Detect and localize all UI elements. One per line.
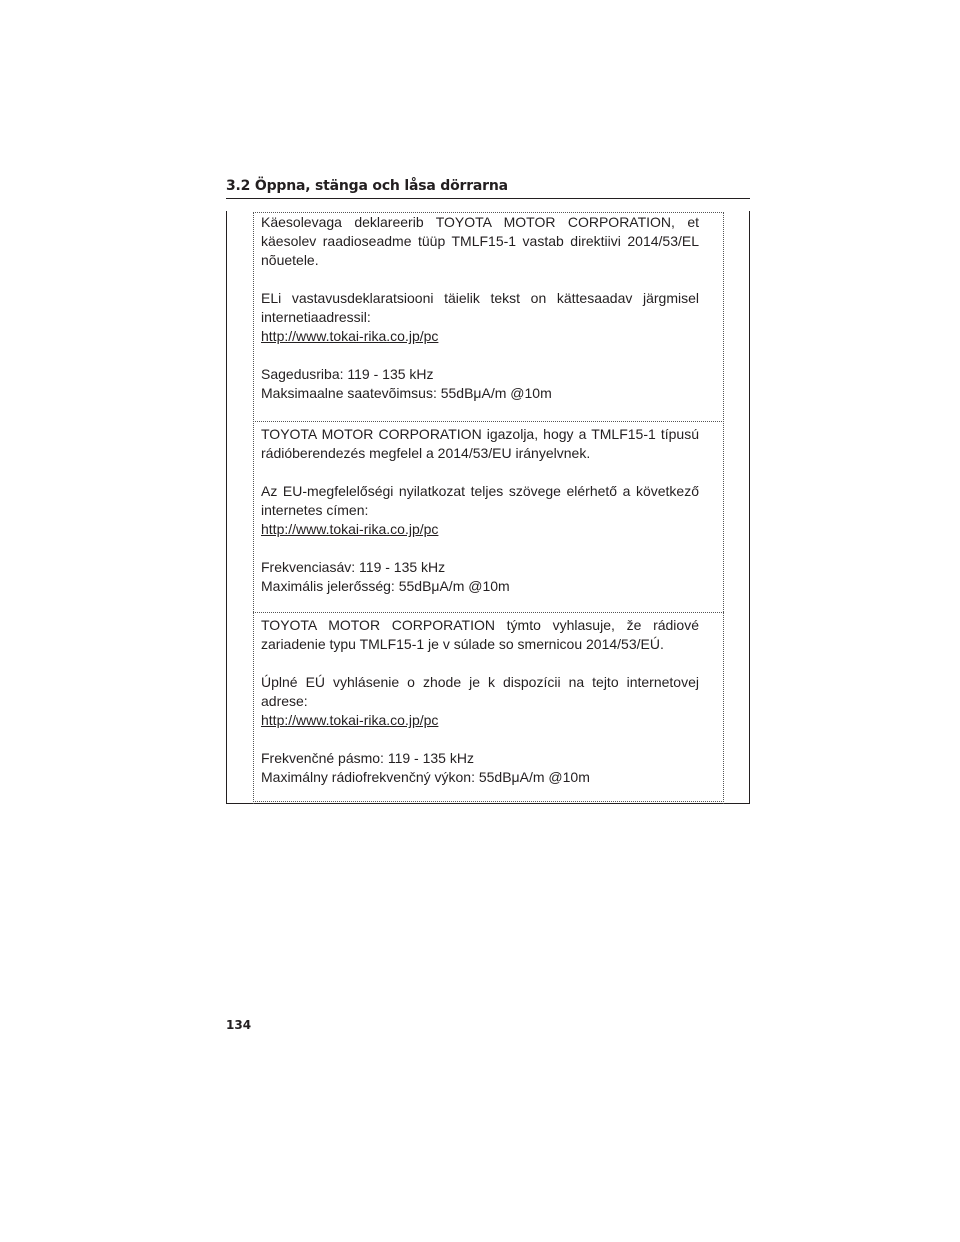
declaration-text: TOYOTA MOTOR CORPORATION týmto vyhlasuje, že rádiové zariadenie typu TMLF15-1 je v súlade so smernicou 2014/53/EÚ. [261,617,699,652]
row-divider [253,801,724,802]
info-text: ELi vastavusdeklaratsiooni täielik tekst on kättesaadav järgmisel internetiaadressil: [261,290,699,325]
section-header [226,176,750,199]
section-title: 3.2 Öppna, stänga och låsa dörrarna [226,178,508,194]
row-divider [253,612,724,613]
declaration-text: Käesolevaga deklareerib TOYOTA MOTOR CORPORATION, et käesolev raadioseadme tüüp TMLF15-1 vastab direktiivi 2014/53/EL nõuetele. [261,214,699,268]
max-power: Maksimaalne saatevõimsus: 55dBμA/m @10m [261,385,552,401]
max-power: Maximális jelerősség: 55dBμA/m @10m [261,578,510,594]
declaration-text: TOYOTA MOTOR CORPORATION igazolja, hogy a TMLF15-1 típusú rádióberendezés megfelel a 2014/53/EU irányelvnek. [261,426,699,461]
section-slovak [253,616,724,787]
doc-link[interactable]: http://www.tokai-rika.co.jp/pc [261,712,439,728]
max-power: Maximálny rádiofrekvenčný výkon: 55dBμA/m @10m [261,769,590,785]
frequency-band: Frekvenciasáv: 119 - 135 kHz [261,559,446,575]
frequency-band: Sagedusriba: 119 - 135 kHz [261,366,434,382]
info-text: Az EU-megfelelőségi nyilatkozat teljes szövege elérhető a következő internetes címen: [261,483,699,518]
page-number: 134 [226,1018,252,1032]
section-hungarian [253,425,724,596]
row-divider [253,421,724,422]
section-estonian [253,213,724,403]
frequency-band: Frekvenčné pásmo: 119 - 135 kHz [261,750,474,766]
doc-link[interactable]: http://www.tokai-rika.co.jp/pc [261,328,439,344]
info-text: Úplné EÚ vyhlásenie o zhode je k dispozícii na tejto internetovej adrese: [261,674,699,709]
doc-link[interactable]: http://www.tokai-rika.co.jp/pc [261,521,439,537]
